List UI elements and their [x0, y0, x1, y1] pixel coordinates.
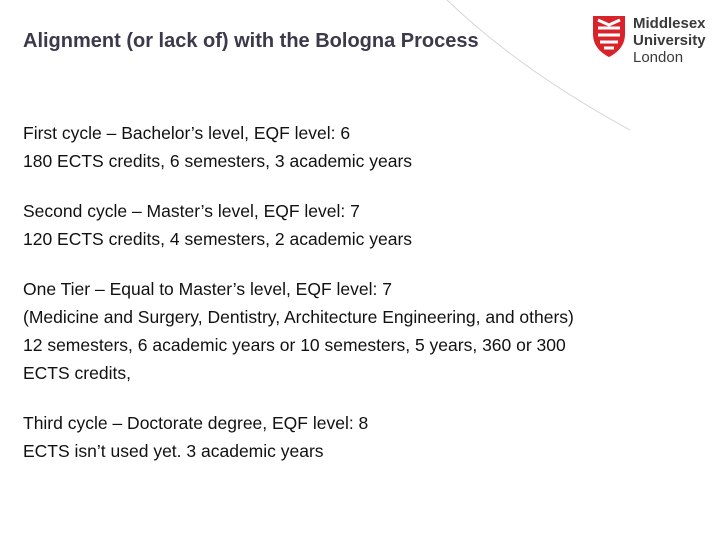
university-logo	[591, 14, 711, 70]
text-line: (Medicine and Surgery, Dentistry, Architecture Engineering, and others)	[23, 307, 574, 327]
text-line: ECTS credits,	[23, 363, 131, 383]
slide-body	[23, 119, 703, 487]
text-line: ECTS isn’t used yet. 3 academic years	[23, 441, 324, 461]
text-line: Third cycle – Doctorate degree, EQF level: 8	[23, 413, 369, 433]
paragraph-one-tier	[23, 275, 703, 387]
shield-icon	[591, 14, 627, 58]
logo-name: Middlesex	[633, 15, 706, 32]
logo-wordmark	[633, 15, 706, 66]
text-line: Second cycle – Master’s level, EQF level: 7	[23, 201, 360, 221]
paragraph-second-cycle	[23, 197, 703, 253]
paragraph-first-cycle	[23, 119, 703, 175]
text-line: 12 semesters, 6 academic years or 10 semesters, 5 years, 360 or 300	[23, 335, 566, 355]
text-line: One Tier – Equal to Master’s level, EQF level: 7	[23, 279, 392, 299]
logo-line2: University	[633, 32, 706, 49]
text-line: 180 ECTS credits, 6 semesters, 3 academic years	[23, 151, 413, 171]
slide-title: Alignment (or lack of) with the Bologna Process	[23, 30, 479, 52]
text-line: First cycle – Bachelor’s level, EQF level: 6	[23, 123, 351, 143]
paragraph-third-cycle	[23, 409, 703, 465]
text-line: 120 ECTS credits, 4 semesters, 2 academic years	[23, 229, 413, 249]
logo-line3: London	[633, 49, 684, 66]
